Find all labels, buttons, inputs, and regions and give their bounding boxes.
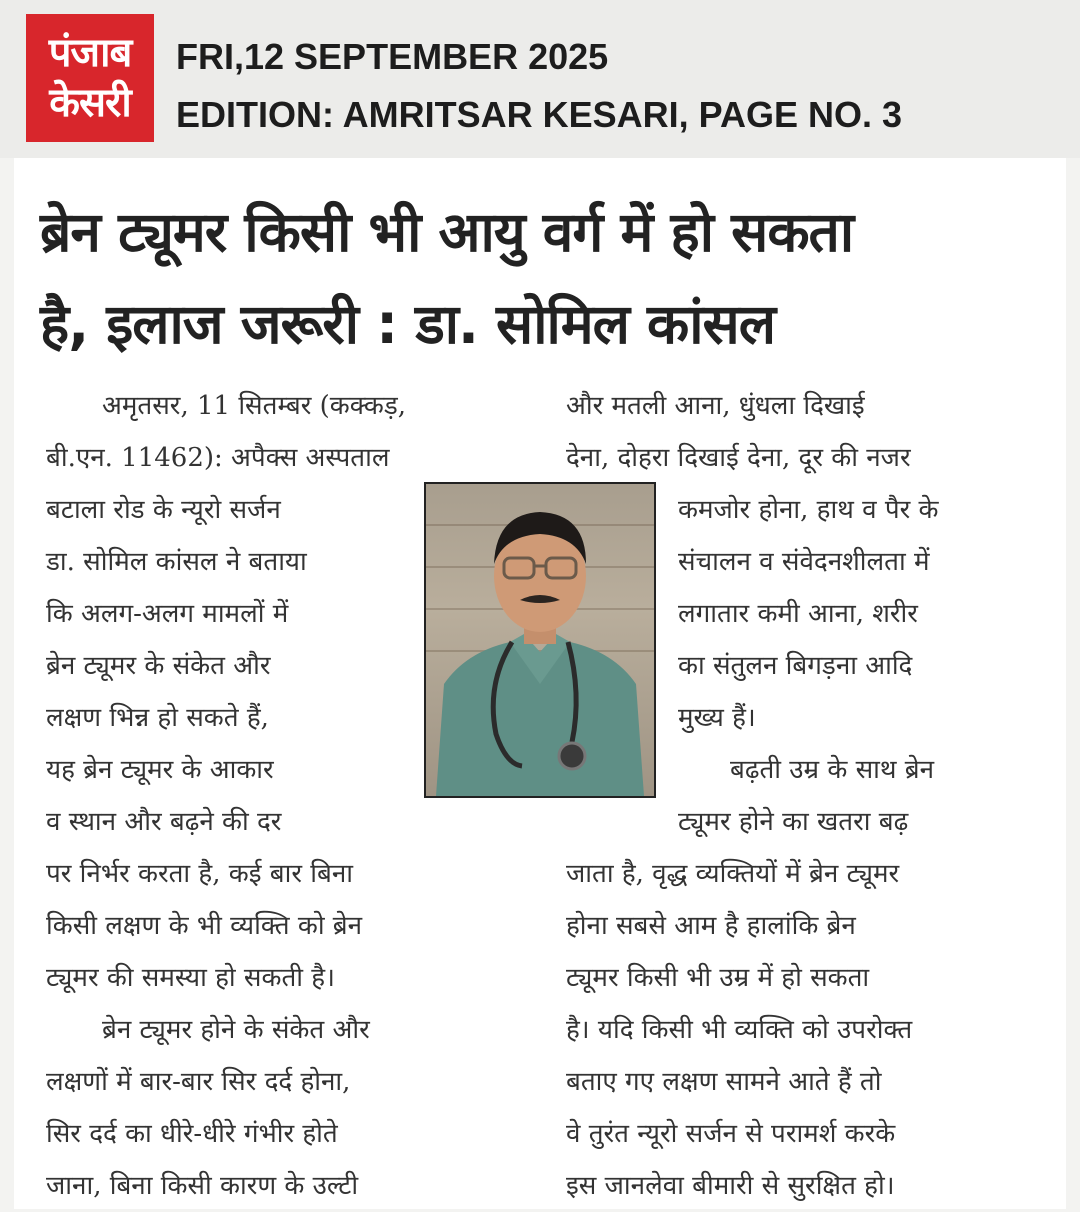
text-line: डा. सोमिल कांसल ने बताया [46, 547, 307, 577]
doctor-portrait-illustration [426, 484, 654, 796]
text-line: ट्यूमर की समस्या हो सकती है। [46, 963, 335, 993]
text-line: पर निर्भर करता है, कई बार बिना [46, 859, 353, 889]
text-line: मुख्य हैं। [678, 703, 756, 733]
text-line: कि अलग-अलग मामलों में [46, 599, 289, 629]
text-line: है। यदि किसी भी व्यक्ति को उपरोक्त [566, 1015, 913, 1045]
edition-label: EDITION: AMRITSAR KESARI, PAGE NO. 3 [176, 94, 903, 135]
text-line: यह ब्रेन ट्यूमर के आकार [46, 755, 274, 785]
text-line: ट्यूमर किसी भी उम्र में हो सकता [566, 963, 870, 993]
logo-line-1: पंजाब [48, 30, 132, 76]
text-line: अमृतसर, 11 सितम्बर (कक्कड़, [102, 391, 407, 421]
text-line: जाता है, वृद्ध व्यक्तियों में ब्रेन ट्यूमर [566, 859, 900, 889]
text-line: बटाला रोड के न्यूरो सर्जन [46, 495, 281, 525]
text-line: का संतुलन बिगड़ना आदि [678, 651, 913, 681]
headline-line-2: है, इलाज जरूरी : डा. सोमिल कांसल [40, 292, 775, 356]
text-line: किसी लक्षण के भी व्यक्ति को ब्रेन [46, 911, 363, 941]
edition-info [176, 28, 902, 144]
newspaper-logo [26, 14, 154, 142]
text-line: कमजोर होना, हाथ व पैर के [678, 495, 939, 525]
text-line: ब्रेन ट्यूमर के संकेत और [46, 651, 271, 681]
text-line: और मतली आना, धुंधला दिखाई [566, 391, 865, 421]
text-line: इस जानलेवा बीमारी से सुरक्षित हो। [566, 1171, 895, 1201]
text-line: देना, दोहरा दिखाई देना, दूर की नजर [566, 443, 911, 473]
text-line: सिर दर्द का धीरे-धीरे गंभीर होते [46, 1119, 338, 1149]
publication-date: FRI,12 SEPTEMBER 2025 [176, 36, 609, 77]
text-line: बताए गए लक्षण सामने आते हैं तो [566, 1067, 882, 1097]
article-headline [40, 186, 1050, 370]
text-line: ट्यूमर होने का खतरा बढ़ [678, 807, 909, 837]
text-line: वे तुरंत न्यूरो सर्जन से परामर्श करके [566, 1119, 896, 1149]
masthead-bar [0, 0, 1080, 158]
logo-line-2: केसरी [49, 80, 131, 126]
text-line: होना सबसे आम है हालांकि ब्रेन [566, 911, 856, 941]
text-line: बी.एन. 11462): अपैक्स अस्पताल [46, 443, 390, 473]
text-line: बढ़ती उम्र के साथ ब्रेन [730, 755, 935, 785]
doctor-portrait-photo [424, 482, 656, 798]
headline-line-1: ब्रेन ट्यूमर किसी भी आयु वर्ग में हो सकता [40, 200, 854, 264]
text-line: व स्थान और बढ़ने की दर [46, 807, 282, 837]
text-line: लक्षण भिन्न हो सकते हैं, [46, 703, 269, 733]
text-line: लक्षणों में बार-बार सिर दर्द होना, [46, 1067, 351, 1097]
text-line: लगातार कमी आना, शरीर [678, 599, 918, 629]
text-line: ब्रेन ट्यूमर होने के संकेत और [102, 1015, 370, 1045]
text-line: जाना, बिना किसी कारण के उल्टी [46, 1171, 359, 1201]
text-line: संचालन व संवेदनशीलता में [678, 547, 930, 577]
